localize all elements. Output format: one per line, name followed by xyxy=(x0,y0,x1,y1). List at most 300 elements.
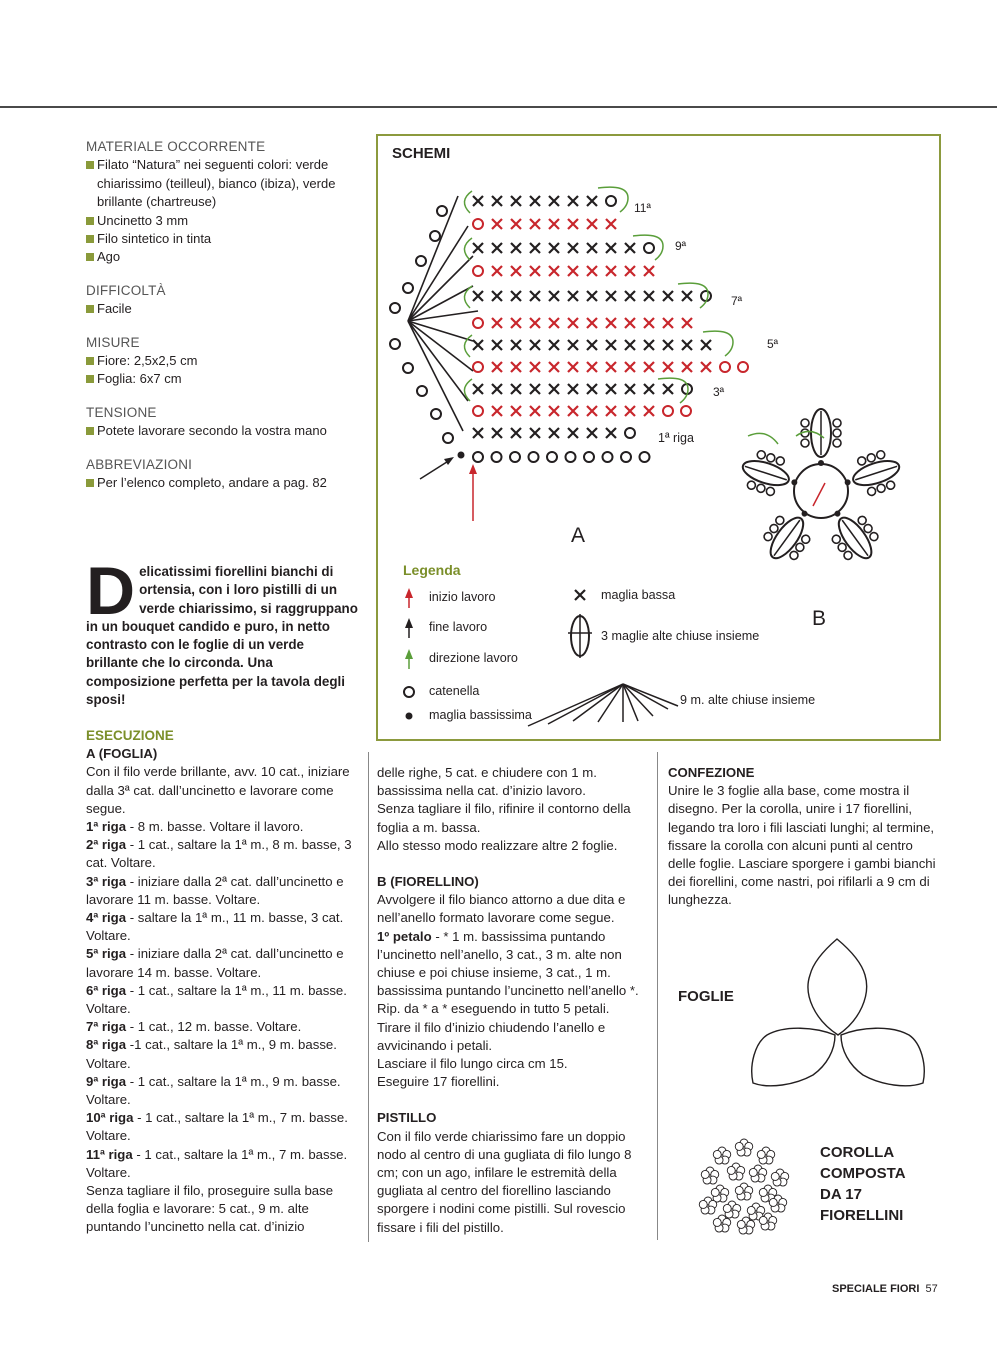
single-crochet-mark xyxy=(663,384,673,394)
single-crochet-mark xyxy=(625,266,635,276)
legend-single-symbol xyxy=(575,590,585,600)
chain-mark xyxy=(529,452,539,462)
single-crochet-mark xyxy=(625,384,635,394)
single-crochet-mark xyxy=(606,340,616,350)
row-instruction xyxy=(86,945,358,981)
chain-mark xyxy=(417,386,427,396)
single-crochet-mark xyxy=(511,243,521,253)
chain-mark xyxy=(416,256,426,266)
single-crochet-mark xyxy=(587,384,597,394)
single-crochet-mark xyxy=(549,406,559,416)
page-number: 57 xyxy=(925,1283,938,1295)
chain-mark xyxy=(738,362,748,372)
row-instruction xyxy=(86,818,358,836)
flower-direction-arrow xyxy=(748,433,778,444)
direction-arrow xyxy=(598,187,628,212)
single-crochet-mark xyxy=(530,428,540,438)
petal-chain xyxy=(867,486,877,496)
single-crochet-mark xyxy=(549,266,559,276)
petal-chain xyxy=(756,450,766,460)
materials-item: Ago xyxy=(86,248,356,266)
flower-text-4: Eseguire 17 fiorellini. xyxy=(377,1074,500,1090)
petal-chain xyxy=(756,483,766,493)
corolla-petal xyxy=(723,1204,731,1212)
single-crochet-mark xyxy=(625,406,635,416)
legend-direction: direzione lavoro xyxy=(429,651,518,665)
direction-arrow xyxy=(678,283,708,308)
single-crochet-mark xyxy=(568,406,578,416)
drop-cap: D xyxy=(86,553,136,629)
single-crochet-mark xyxy=(625,362,635,372)
row-label: 7ª riga xyxy=(86,1019,127,1035)
petal-chain xyxy=(876,483,886,493)
corolla-petal xyxy=(757,1150,765,1158)
chain-mark xyxy=(390,339,400,349)
direction-arrow xyxy=(633,235,663,260)
column-divider-1 xyxy=(368,752,369,1242)
chain-mark xyxy=(473,266,483,276)
corolla-flower xyxy=(701,1167,719,1184)
single-crochet-mark xyxy=(568,266,578,276)
corolla-flower xyxy=(723,1201,741,1218)
chain-mark xyxy=(473,362,483,372)
petal-chain xyxy=(833,429,841,437)
leaves-illustration xyxy=(745,935,935,1095)
row-text: - iniziare dalla 2ª cat. dall’uncinetto e lavorare 11 m. basse. Voltare. xyxy=(86,873,344,907)
legend-chain-symbol xyxy=(404,687,414,697)
row-label-5: 5ª xyxy=(767,337,779,351)
petal-chain xyxy=(866,453,876,463)
materials-item: Uncinetto 3 mm xyxy=(86,212,356,230)
single-crochet-mark xyxy=(511,428,521,438)
single-crochet-mark xyxy=(663,362,673,372)
end-arrow xyxy=(420,460,450,479)
chain-mark xyxy=(603,452,613,462)
flower-text-3: Lasciare il filo lungo circa cm 15. xyxy=(377,1056,568,1072)
chain-mark xyxy=(390,303,400,313)
materials-heading: MISURE xyxy=(86,334,140,350)
single-crochet-mark xyxy=(492,384,502,394)
petal-chain xyxy=(886,480,896,490)
single-crochet-mark xyxy=(549,219,559,229)
petal-chain xyxy=(801,439,809,447)
chain-mark xyxy=(473,452,483,462)
single-crochet-mark xyxy=(606,362,616,372)
corolla-flower xyxy=(771,1169,789,1186)
materials-item: Potete lavorare secondo la vostra mano xyxy=(86,422,356,440)
single-crochet-mark xyxy=(701,340,711,350)
single-crochet-mark xyxy=(530,266,540,276)
row-text: - iniziare dalla 2ª cat. dall’uncinetto e lavorare 14 m. basse. Voltare. xyxy=(86,946,344,980)
chain-mark xyxy=(681,406,691,416)
single-crochet-mark xyxy=(530,318,540,328)
single-crochet-mark xyxy=(644,291,654,301)
chain-mark xyxy=(663,406,673,416)
row-instruction xyxy=(86,873,358,909)
materials-item: Per l’elenco completo, andare a pag. 82 xyxy=(86,474,356,492)
corolla-petal xyxy=(713,1218,721,1226)
legend-tr9-line xyxy=(548,684,623,724)
legend-start: inizio lavoro xyxy=(429,590,496,604)
single-crochet-mark xyxy=(606,384,616,394)
single-crochet-mark xyxy=(644,384,654,394)
flower-heading: B (FIORELLINO) xyxy=(377,874,479,890)
single-crochet-mark xyxy=(530,219,540,229)
corolla-petal xyxy=(747,1206,755,1214)
petal-chain xyxy=(833,439,841,447)
flower-petal xyxy=(801,409,841,466)
row-label: 1ª riga xyxy=(86,819,127,835)
corolla-petal xyxy=(737,1220,745,1228)
corolla-flower xyxy=(757,1147,775,1164)
single-crochet-mark xyxy=(568,196,578,206)
chain-mark xyxy=(430,231,440,241)
legend-tr9-line xyxy=(623,684,653,716)
legend-start-head xyxy=(405,588,413,598)
petal-chain xyxy=(765,486,775,496)
chain-mark xyxy=(640,452,650,462)
corolla-caption: COROLLA COMPOSTA DA 17 FIORELLINI xyxy=(820,1144,905,1224)
footer-title: SPECIALE FIORI xyxy=(832,1283,920,1295)
label-a: A xyxy=(571,524,586,547)
single-crochet-mark xyxy=(587,340,597,350)
legend-direction-head xyxy=(405,649,413,659)
chain-mark xyxy=(547,452,557,462)
single-crochet-mark xyxy=(587,219,597,229)
single-crochet-mark xyxy=(511,340,521,350)
row-label-1: 1ª riga xyxy=(658,431,694,445)
row-instruction xyxy=(86,1036,358,1072)
single-crochet-mark xyxy=(549,291,559,301)
petal-chain xyxy=(857,456,867,466)
row-label: 4ª riga xyxy=(86,910,127,926)
single-crochet-mark xyxy=(511,362,521,372)
single-crochet-mark xyxy=(530,384,540,394)
single-crochet-mark xyxy=(473,196,483,206)
corolla-flower xyxy=(727,1163,745,1180)
leaf-left xyxy=(752,1028,835,1086)
row-instruction xyxy=(86,1109,358,1145)
single-crochet-mark xyxy=(682,291,692,301)
materials-item: Filo sintetico in tinta xyxy=(86,230,356,248)
single-crochet-mark xyxy=(682,340,692,350)
leaf-heading: A (FOGLIA) xyxy=(86,746,158,762)
leaf-intro: Con il filo verde brillante, avv. 10 cat., iniziare dalla 3ª cat. dall’uncinetto e lavorare come segue. xyxy=(86,764,350,816)
corolla-petal xyxy=(771,1172,779,1180)
single-crochet-mark xyxy=(587,318,597,328)
row-label: 2ª riga xyxy=(86,837,127,853)
single-crochet-mark xyxy=(587,291,597,301)
single-crochet-mark xyxy=(568,243,578,253)
legend-end: fine lavoro xyxy=(429,620,488,634)
chain-mark xyxy=(431,409,441,419)
corolla-flower xyxy=(735,1183,753,1200)
row-label: 3ª riga xyxy=(86,873,127,889)
page-footer xyxy=(832,1283,938,1295)
row-label-9: 9ª xyxy=(675,239,687,253)
single-crochet-mark xyxy=(625,318,635,328)
chain-mark xyxy=(566,452,576,462)
flower-intro: Avvolgere il filo bianco attorno a due dita e nell’anello formato lavorare come segue. xyxy=(377,892,626,926)
corolla-petal xyxy=(735,1186,743,1194)
corolla-flower xyxy=(735,1139,753,1156)
single-crochet-mark xyxy=(663,291,673,301)
single-crochet-mark xyxy=(511,219,521,229)
single-crochet-mark xyxy=(568,362,578,372)
single-crochet-mark xyxy=(682,318,692,328)
pistil-text: Con il filo verde chiarissimo fare un doppio nodo al centro di una gugliata di filo lungo 8 cm; con un ago, infilare le estremità della gugliata al centro del fiorellino lasciando sporgere i nodini come pistilli. Sul rovescio fissare i fili del pistillo. xyxy=(377,1128,632,1235)
legend-slip: maglia bassissima xyxy=(429,708,532,722)
leaf-outro-2: delle righe, 5 cat. e chiudere con 1 m. bassissima nella cat. d’inizio lavoro. xyxy=(377,765,597,799)
single-crochet-mark xyxy=(473,384,483,394)
single-crochet-mark xyxy=(473,291,483,301)
single-crochet-mark xyxy=(511,318,521,328)
execution-heading: ESECUZIONE xyxy=(86,728,174,743)
single-crochet-mark xyxy=(568,384,578,394)
chain-mark xyxy=(625,428,635,438)
tall-stitch-mark xyxy=(408,321,473,341)
row-label-11: 11ª xyxy=(634,201,651,215)
row-text: - saltare la 1ª m., 11 m. basse, 3 cat. Voltare. xyxy=(86,910,344,944)
single-crochet-mark xyxy=(511,196,521,206)
row-text: -1 cat., saltare la 1ª m., 9 m. basse. Voltare. xyxy=(86,1037,337,1071)
materials-heading: MATERIALE OCCORRENTE xyxy=(86,139,266,154)
materials-item: Foglia: 6x7 cm xyxy=(86,370,356,388)
single-crochet-mark xyxy=(511,384,521,394)
single-crochet-mark xyxy=(568,318,578,328)
chain-mark xyxy=(443,433,453,443)
single-crochet-mark xyxy=(530,291,540,301)
assembly-heading: CONFEZIONE xyxy=(668,765,755,780)
assembly-text: Unire le 3 foglie alla base, come mostra il disegno. Per la corolla, unire i 17 fiorellini, legando tra loro i fili lasciati lunghi; al termine, fissare la corolla con alcuni punti al centro delle foglie. Lasciare sporgere i gambi bianchi dei fiorellini, come nastri, poi rifilarli a 9 cm di lunghezza. xyxy=(668,783,936,908)
petal-label: 1º petalo xyxy=(377,928,432,944)
petal-chain xyxy=(833,419,841,427)
materials-heading: TENSIONE xyxy=(86,404,157,420)
chain-mark xyxy=(584,452,594,462)
tall-stitch-mark xyxy=(408,321,463,431)
petal-chain xyxy=(775,456,785,466)
corolla-flower xyxy=(713,1147,731,1164)
chain-mark xyxy=(403,363,413,373)
column-2 xyxy=(377,764,641,1237)
single-crochet-mark xyxy=(492,291,502,301)
single-crochet-mark xyxy=(473,340,483,350)
petal-text: - * 1 m. bassissima puntando l’uncinetto nell’anello, 3 cat., 3 m. alte non chiuse e poi chiuse insieme, 3 cat., 1 m. bassissima puntando l’uncinetto nell’anello *. Rip. da * a * eseguendo in tutto 5 petali. xyxy=(377,928,639,1017)
corolla-flower xyxy=(749,1165,767,1182)
intro-paragraph xyxy=(86,553,358,709)
pistil-heading: PISTILLO xyxy=(377,1110,437,1126)
single-crochet-mark xyxy=(511,291,521,301)
label-b: B xyxy=(812,607,827,630)
column-divider-2 xyxy=(657,752,658,1240)
row-label-7: 7ª xyxy=(731,294,743,308)
single-crochet-mark xyxy=(587,428,597,438)
chain-mark xyxy=(621,452,631,462)
corolla-petal xyxy=(749,1168,757,1176)
single-crochet-mark xyxy=(644,406,654,416)
single-crochet-mark xyxy=(492,266,502,276)
corolla-petal xyxy=(759,1188,767,1196)
materials-panel xyxy=(86,138,356,508)
single-crochet-mark xyxy=(549,318,559,328)
single-crochet-mark xyxy=(473,428,483,438)
corolla-petal xyxy=(769,1198,777,1206)
legend-title: Legenda xyxy=(403,562,461,578)
corolla-petal xyxy=(735,1142,743,1150)
materials-item: Filato “Natura” nei seguenti colori: verde chiarissimo (teilleul), bianco (ibiza), verde brillante (chartreuse) xyxy=(86,156,356,211)
single-crochet-mark xyxy=(492,340,502,350)
row-text: - 1 cat., saltare la 1ª m., 7 m. basse. Voltare. xyxy=(86,1146,348,1180)
single-crochet-mark xyxy=(644,266,654,276)
row-label-3: 3ª xyxy=(713,385,725,399)
single-crochet-mark xyxy=(587,362,597,372)
row-instruction xyxy=(86,1018,358,1036)
chain-mark xyxy=(510,452,520,462)
row-instruction xyxy=(86,982,358,1018)
corolla-petal xyxy=(711,1188,719,1196)
top-rule xyxy=(0,106,997,108)
single-crochet-mark xyxy=(644,362,654,372)
chain-mark xyxy=(701,291,711,301)
single-crochet-mark xyxy=(606,428,616,438)
row-instruction xyxy=(86,909,358,945)
single-crochet-mark xyxy=(568,291,578,301)
single-crochet-mark xyxy=(682,362,692,372)
single-crochet-mark xyxy=(606,406,616,416)
corolla-illustration xyxy=(692,1136,797,1236)
leaf-outro-3: Senza tagliare il filo, rifinire il contorno della foglia a m. bassa. xyxy=(377,801,631,835)
materials-section xyxy=(86,404,356,441)
single-crochet-mark xyxy=(606,219,616,229)
single-crochet-mark xyxy=(549,340,559,350)
single-crochet-mark xyxy=(549,428,559,438)
single-crochet-mark xyxy=(530,243,540,253)
single-crochet-mark xyxy=(644,318,654,328)
slip-stitch-mark xyxy=(458,452,465,459)
corolla-petal xyxy=(759,1216,767,1224)
single-crochet-mark xyxy=(492,318,502,328)
chain-mark xyxy=(720,362,730,372)
single-crochet-mark xyxy=(568,340,578,350)
corolla-petal xyxy=(701,1170,709,1178)
row-instruction xyxy=(86,1146,358,1182)
row-label: 11ª riga xyxy=(86,1146,133,1162)
leaf-outro-4: Allo stesso modo realizzare altre 2 foglie. xyxy=(377,837,618,853)
single-crochet-mark xyxy=(549,196,559,206)
row-label: 10ª riga xyxy=(86,1110,134,1126)
single-crochet-mark xyxy=(492,428,502,438)
direction-arrow xyxy=(464,238,472,260)
legend-tr9-line xyxy=(623,684,668,709)
column-1 xyxy=(86,727,358,1237)
single-crochet-mark xyxy=(663,318,673,328)
leaf-top xyxy=(808,939,867,1035)
row-label: 8ª riga xyxy=(86,1037,127,1053)
single-crochet-mark xyxy=(549,384,559,394)
legend-tr9: 9 m. alte chiuse insieme xyxy=(680,693,816,707)
petal-chain xyxy=(766,453,776,463)
chain-mark xyxy=(473,318,483,328)
flower-text-2: Tirare il filo d’inizio chiudendo l’anello e avvicinando i petali. xyxy=(377,1019,606,1053)
single-crochet-mark xyxy=(530,406,540,416)
chain-mark xyxy=(437,206,447,216)
row-label: 5ª riga xyxy=(86,946,127,962)
single-crochet-mark xyxy=(587,196,597,206)
intro-text: elicatissimi fiorellini bianchi di ortensia, con i loro pistilli di un verde chiarissimo, si raggruppano in un bouquet candido e puro, in netto contrasto con le foglie di un verde brillante che lo circonda. Una composizione perfetta per la tavola degli sposi! xyxy=(86,564,358,708)
leaf-chart xyxy=(390,187,748,521)
column-3 xyxy=(668,764,940,910)
materials-section xyxy=(86,138,356,267)
single-crochet-mark xyxy=(492,362,502,372)
direction-arrow xyxy=(658,378,688,403)
leaf-right xyxy=(841,1028,924,1086)
chain-mark xyxy=(606,196,616,206)
chain-mark xyxy=(492,452,502,462)
chain-mark xyxy=(403,283,413,293)
single-crochet-mark xyxy=(492,243,502,253)
corolla-petal xyxy=(727,1166,735,1174)
single-crochet-mark xyxy=(587,406,597,416)
chain-mark xyxy=(473,406,483,416)
materials-section xyxy=(86,456,356,493)
single-crochet-mark xyxy=(492,196,502,206)
legend-chain: catenella xyxy=(429,684,480,698)
single-crochet-mark xyxy=(644,340,654,350)
single-crochet-mark xyxy=(530,362,540,372)
materials-section xyxy=(86,282,356,319)
single-crochet-mark xyxy=(473,243,483,253)
single-crochet-mark xyxy=(549,243,559,253)
corolla-flower xyxy=(711,1185,729,1202)
row-instruction xyxy=(86,1073,358,1109)
row-label: 6ª riga xyxy=(86,982,127,998)
materials-heading: ABBREVIAZIONI xyxy=(86,456,193,472)
materials-item: Facile xyxy=(86,300,356,318)
single-crochet-mark xyxy=(511,406,521,416)
tall-stitch-mark xyxy=(408,196,458,321)
end-arrowhead xyxy=(444,457,454,465)
single-crochet-mark xyxy=(625,243,635,253)
single-crochet-mark xyxy=(492,406,502,416)
materials-section xyxy=(86,334,356,389)
row-label: 9ª riga xyxy=(86,1073,127,1089)
row-instruction xyxy=(86,836,358,872)
petal-slip xyxy=(818,460,824,466)
single-crochet-mark xyxy=(625,291,635,301)
single-crochet-mark xyxy=(530,340,540,350)
single-crochet-mark xyxy=(587,243,597,253)
flower-chart xyxy=(737,409,905,569)
single-crochet-mark xyxy=(511,266,521,276)
row-text: - 8 m. basse. Voltare il lavoro. xyxy=(126,819,304,835)
chain-mark xyxy=(473,219,483,229)
single-crochet-mark xyxy=(492,219,502,229)
single-crochet-mark xyxy=(568,428,578,438)
row-text: - 1 cat., saltare la 1ª m., 9 m. basse. Voltare. xyxy=(86,1073,341,1108)
single-crochet-mark xyxy=(606,266,616,276)
leaf-outro: Senza tagliare il filo, proseguire sulla base della foglia e lavorare: 5 cat., 9 m. alte puntando l’uncinetto nella cat. d’inizio xyxy=(86,1183,334,1235)
single-crochet-mark xyxy=(587,266,597,276)
petal-chain xyxy=(876,450,886,460)
legend-single: maglia bassa xyxy=(601,588,676,602)
direction-arrow xyxy=(464,191,472,213)
legend-slip-symbol xyxy=(406,713,413,720)
single-crochet-mark xyxy=(606,291,616,301)
start-arrowhead xyxy=(469,464,477,474)
petal-chain xyxy=(801,419,809,427)
single-crochet-mark xyxy=(568,219,578,229)
row-text: - 1 cat., 12 m. basse. Voltare. xyxy=(126,1019,302,1035)
